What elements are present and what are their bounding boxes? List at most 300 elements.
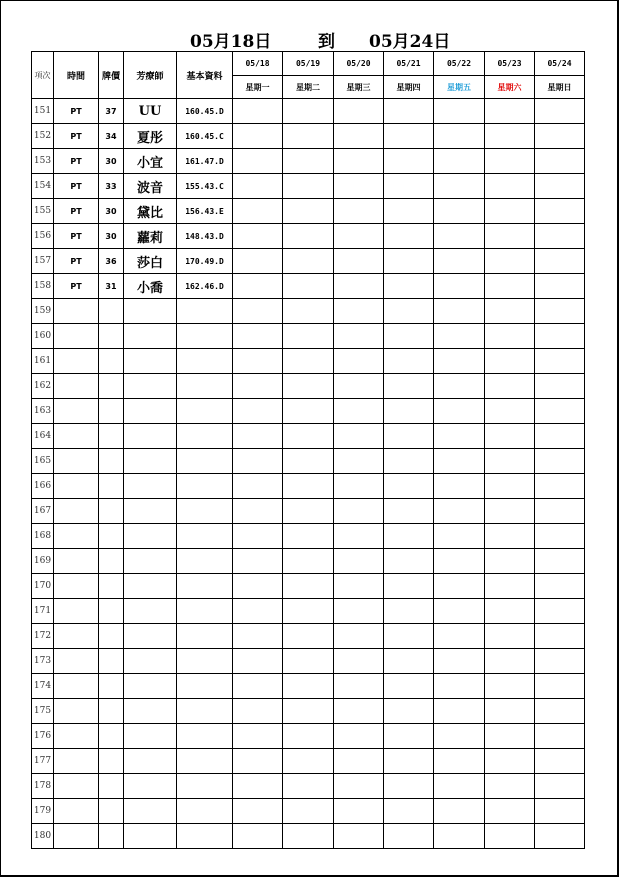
schedule-cell[interactable] [485,499,535,524]
time-cell [54,399,99,424]
seq-cell: 163 [32,399,54,424]
schedule-cell[interactable] [535,224,585,249]
schedule-cell[interactable] [334,599,384,624]
price-cell [99,499,124,524]
schedule-cell[interactable] [334,474,384,499]
seq-cell: 159 [32,299,54,324]
schedule-cell[interactable] [334,149,384,174]
schedule-body [32,99,585,849]
table-row [32,749,585,774]
schedule-cell[interactable] [334,374,384,399]
schedule-cell[interactable] [535,324,585,349]
schedule-cell[interactable] [485,824,535,849]
schedule-cell[interactable] [434,199,485,224]
schedule-cell[interactable] [485,524,535,549]
schedule-cell[interactable] [233,549,283,574]
price-cell: 31 [99,274,124,299]
table-row [32,724,585,749]
schedule-cell[interactable] [384,224,434,249]
schedule-cell[interactable] [384,649,434,674]
schedule-cell[interactable] [434,574,485,599]
schedule-cell[interactable] [233,449,283,474]
schedule-cell[interactable] [535,399,585,424]
schedule-cell[interactable] [283,524,334,549]
schedule-cell[interactable] [233,124,283,149]
schedule-cell[interactable] [283,224,334,249]
schedule-cell[interactable] [334,274,384,299]
schedule-cell[interactable] [535,624,585,649]
schedule-cell[interactable] [384,374,434,399]
header-time: 時間 [54,52,99,99]
time-cell [54,724,99,749]
schedule-cell[interactable] [334,199,384,224]
schedule-cell[interactable] [434,749,485,774]
schedule-cell[interactable] [434,674,485,699]
seq-cell: 151 [32,99,54,124]
schedule-cell[interactable] [384,674,434,699]
header-weekday: 星期四 [384,76,434,99]
schedule-cell[interactable] [485,699,535,724]
price-cell: 34 [99,124,124,149]
schedule-cell[interactable] [334,349,384,374]
schedule-cell[interactable] [384,724,434,749]
schedule-cell[interactable] [384,699,434,724]
time-cell: PT [54,99,99,124]
schedule-cell[interactable] [283,399,334,424]
schedule-cell[interactable] [485,299,535,324]
schedule-cell[interactable] [384,424,434,449]
time-cell [54,824,99,849]
schedule-cell[interactable] [434,174,485,199]
schedule-cell[interactable] [283,799,334,824]
schedule-cell[interactable] [434,624,485,649]
schedule-cell[interactable] [485,374,535,399]
schedule-cell[interactable] [334,674,384,699]
title-start-date: 05月18日 [190,32,272,52]
schedule-cell[interactable] [485,649,535,674]
time-cell [54,699,99,724]
schedule-cell[interactable] [485,274,535,299]
schedule-cell[interactable] [434,224,485,249]
schedule-cell[interactable] [334,424,384,449]
schedule-cell[interactable] [485,474,535,499]
schedule-cell[interactable] [233,749,283,774]
schedule-cell[interactable] [283,349,334,374]
schedule-cell[interactable] [535,299,585,324]
schedule-cell[interactable] [535,824,585,849]
header-date: 05/19 [283,52,334,76]
schedule-cell[interactable] [434,799,485,824]
schedule-cell[interactable] [485,799,535,824]
schedule-cell[interactable] [334,399,384,424]
schedule-cell[interactable] [283,699,334,724]
schedule-cell[interactable] [485,99,535,124]
seq-cell: 154 [32,174,54,199]
info-cell [177,324,233,349]
info-cell [177,649,233,674]
schedule-cell[interactable] [334,699,384,724]
schedule-cell[interactable] [233,99,283,124]
schedule-cell[interactable] [334,299,384,324]
schedule-cell[interactable] [283,749,334,774]
schedule-cell[interactable] [334,524,384,549]
info-cell: 160.45.C [177,124,233,149]
schedule-cell[interactable] [283,674,334,699]
schedule-cell[interactable] [233,424,283,449]
schedule-cell[interactable] [485,749,535,774]
schedule-cell[interactable] [334,499,384,524]
schedule-cell[interactable] [485,674,535,699]
schedule-cell[interactable] [434,349,485,374]
schedule-cell[interactable] [384,824,434,849]
schedule-cell[interactable] [434,399,485,424]
price-cell [99,374,124,399]
schedule-cell[interactable] [334,174,384,199]
schedule-cell[interactable] [535,199,585,224]
therapist-cell [124,799,177,824]
schedule-cell[interactable] [384,149,434,174]
schedule-cell[interactable] [535,249,585,274]
schedule-cell[interactable] [233,699,283,724]
schedule-cell[interactable] [334,99,384,124]
schedule-cell[interactable] [535,699,585,724]
schedule-cell[interactable] [535,549,585,574]
schedule-cell[interactable] [535,474,585,499]
price-cell [99,599,124,624]
time-cell: PT [54,274,99,299]
schedule-cell[interactable] [434,474,485,499]
time-cell [54,774,99,799]
info-cell [177,499,233,524]
therapist-cell: 小宜 [124,149,177,174]
seq-cell: 158 [32,274,54,299]
schedule-cell[interactable] [384,274,434,299]
schedule-cell[interactable] [233,824,283,849]
schedule-cell[interactable] [283,99,334,124]
schedule-cell[interactable] [334,549,384,574]
seq-cell: 179 [32,799,54,824]
schedule-cell[interactable] [535,649,585,674]
schedule-cell[interactable] [384,99,434,124]
schedule-cell[interactable] [334,774,384,799]
schedule-cell[interactable] [384,324,434,349]
schedule-cell[interactable] [384,474,434,499]
table-row [32,224,585,249]
schedule-cell[interactable] [434,149,485,174]
seq-cell: 176 [32,724,54,749]
schedule-cell[interactable] [233,599,283,624]
therapist-cell [124,324,177,349]
seq-cell: 173 [32,649,54,674]
schedule-cell[interactable] [434,549,485,574]
seq-cell: 152 [32,124,54,149]
schedule-cell[interactable] [485,174,535,199]
schedule-cell[interactable] [434,524,485,549]
table-row [32,449,585,474]
schedule-cell[interactable] [384,774,434,799]
schedule-cell[interactable] [233,149,283,174]
schedule-cell[interactable] [283,549,334,574]
schedule-cell[interactable] [434,274,485,299]
schedule-cell[interactable] [535,799,585,824]
schedule-cell[interactable] [384,449,434,474]
schedule-cell[interactable] [485,724,535,749]
schedule-cell[interactable] [535,174,585,199]
schedule-cell[interactable] [283,449,334,474]
header-weekday: 星期一 [233,76,283,99]
table-row [32,249,585,274]
table-row [32,99,585,124]
schedule-cell[interactable] [283,424,334,449]
seq-cell: 153 [32,149,54,174]
schedule-cell[interactable] [384,174,434,199]
schedule-cell[interactable] [535,424,585,449]
price-cell [99,624,124,649]
schedule-cell[interactable] [233,524,283,549]
schedule-cell[interactable] [535,449,585,474]
schedule-cell[interactable] [485,249,535,274]
schedule-cell[interactable] [384,249,434,274]
therapist-cell [124,574,177,599]
table-row [32,149,585,174]
schedule-cell[interactable] [384,574,434,599]
schedule-cell[interactable] [434,699,485,724]
schedule-cell[interactable] [233,674,283,699]
schedule-cell[interactable] [535,674,585,699]
info-cell [177,799,233,824]
schedule-cell[interactable] [384,549,434,574]
info-cell [177,449,233,474]
schedule-cell[interactable] [535,499,585,524]
schedule-cell[interactable] [233,499,283,524]
header-weekday: 星期三 [334,76,384,99]
time-cell: PT [54,149,99,174]
schedule-cell[interactable] [283,499,334,524]
schedule-cell[interactable] [233,174,283,199]
schedule-cell[interactable] [233,474,283,499]
table-row [32,474,585,499]
price-cell [99,699,124,724]
info-cell: 156.43.E [177,199,233,224]
schedule-cell[interactable] [334,574,384,599]
schedule-cell[interactable] [384,524,434,549]
schedule-cell[interactable] [283,174,334,199]
schedule-cell[interactable] [434,99,485,124]
therapist-cell [124,774,177,799]
schedule-cell[interactable] [233,724,283,749]
info-cell [177,349,233,374]
schedule-cell[interactable] [283,599,334,624]
schedule-cell[interactable] [233,299,283,324]
price-cell [99,324,124,349]
table-row [32,399,585,424]
schedule-cell[interactable] [535,374,585,399]
schedule-cell[interactable] [535,749,585,774]
schedule-cell[interactable] [283,124,334,149]
schedule-cell[interactable] [384,349,434,374]
schedule-cell[interactable] [485,549,535,574]
schedule-cell[interactable] [283,824,334,849]
table-row [32,124,585,149]
schedule-cell[interactable] [434,824,485,849]
therapist-cell [124,624,177,649]
schedule-cell[interactable] [233,274,283,299]
header-weekday: 星期日 [535,76,585,99]
info-cell [177,424,233,449]
schedule-cell[interactable] [233,774,283,799]
schedule-cell[interactable] [233,649,283,674]
schedule-cell[interactable] [384,199,434,224]
schedule-cell[interactable] [334,324,384,349]
schedule-cell[interactable] [334,749,384,774]
therapist-cell: UU [124,99,177,124]
time-cell: PT [54,249,99,274]
page-title [0,27,620,51]
table-row [32,499,585,524]
schedule-cell[interactable] [233,399,283,424]
schedule-cell[interactable] [283,649,334,674]
therapist-cell: 蘿莉 [124,224,177,249]
schedule-cell[interactable] [535,149,585,174]
schedule-cell[interactable] [233,324,283,349]
schedule-cell[interactable] [434,449,485,474]
table-row [32,374,585,399]
info-cell [177,699,233,724]
schedule-cell[interactable] [485,599,535,624]
therapist-cell [124,499,177,524]
time-cell [54,349,99,374]
schedule-cell[interactable] [434,299,485,324]
schedule-cell[interactable] [283,324,334,349]
schedule-cell[interactable] [334,649,384,674]
schedule-cell[interactable] [485,199,535,224]
schedule-cell[interactable] [334,624,384,649]
schedule-cell[interactable] [434,249,485,274]
schedule-cell[interactable] [434,649,485,674]
info-cell [177,549,233,574]
schedule-cell[interactable] [485,624,535,649]
schedule-cell[interactable] [384,749,434,774]
schedule-cell[interactable] [535,774,585,799]
schedule-cell[interactable] [283,374,334,399]
schedule-cell[interactable] [334,224,384,249]
schedule-cell[interactable] [283,274,334,299]
schedule-cell[interactable] [384,599,434,624]
info-cell: 155.43.C [177,174,233,199]
schedule-cell[interactable] [334,124,384,149]
schedule-cell[interactable] [434,124,485,149]
schedule-cell[interactable] [233,249,283,274]
schedule-cell[interactable] [535,124,585,149]
header-row-dates [32,52,585,76]
schedule-cell[interactable] [334,824,384,849]
time-cell [54,749,99,774]
schedule-cell[interactable] [283,774,334,799]
schedule-cell[interactable] [233,624,283,649]
schedule-cell[interactable] [384,499,434,524]
price-cell [99,674,124,699]
schedule-cell[interactable] [485,574,535,599]
schedule-cell[interactable] [434,499,485,524]
schedule-cell[interactable] [283,199,334,224]
price-cell [99,299,124,324]
schedule-cell[interactable] [334,449,384,474]
schedule-cell[interactable] [283,724,334,749]
schedule-cell[interactable] [535,724,585,749]
schedule-cell[interactable] [233,799,283,824]
schedule-cell[interactable] [535,99,585,124]
schedule-cell[interactable] [233,199,283,224]
table-row [32,349,585,374]
seq-cell: 172 [32,624,54,649]
schedule-cell[interactable] [434,774,485,799]
schedule-cell[interactable] [233,224,283,249]
schedule-cell[interactable] [233,374,283,399]
schedule-cell[interactable] [384,399,434,424]
table-row [32,799,585,824]
schedule-cell[interactable] [535,599,585,624]
schedule-cell[interactable] [485,399,535,424]
time-cell [54,374,99,399]
header-weekday: 星期六 [485,76,535,99]
schedule-cell[interactable] [485,774,535,799]
schedule-cell[interactable] [485,324,535,349]
schedule-cell[interactable] [485,449,535,474]
schedule-cell[interactable] [434,599,485,624]
therapist-cell [124,649,177,674]
schedule-cell[interactable] [535,349,585,374]
schedule-cell[interactable] [535,574,585,599]
schedule-cell[interactable] [283,574,334,599]
seq-cell: 169 [32,549,54,574]
schedule-cell[interactable] [535,274,585,299]
therapist-cell [124,824,177,849]
schedule-cell[interactable] [334,724,384,749]
schedule-cell[interactable] [334,249,384,274]
price-cell [99,399,124,424]
title-end-date: 05月24日 [369,32,451,52]
schedule-cell[interactable] [434,724,485,749]
schedule-cell[interactable] [485,349,535,374]
schedule-cell[interactable] [485,124,535,149]
schedule-cell[interactable] [384,624,434,649]
time-cell: PT [54,199,99,224]
schedule-cell[interactable] [283,299,334,324]
schedule-cell[interactable] [485,149,535,174]
schedule-cell[interactable] [283,149,334,174]
schedule-cell[interactable] [283,474,334,499]
schedule-cell[interactable] [434,374,485,399]
schedule-cell[interactable] [283,624,334,649]
schedule-cell[interactable] [283,249,334,274]
schedule-cell[interactable] [384,799,434,824]
schedule-cell[interactable] [535,524,585,549]
schedule-cell[interactable] [485,224,535,249]
schedule-cell[interactable] [434,324,485,349]
info-cell [177,674,233,699]
seq-cell: 166 [32,474,54,499]
schedule-cell[interactable] [384,299,434,324]
schedule-cell[interactable] [334,799,384,824]
price-cell: 30 [99,199,124,224]
schedule-cell[interactable] [233,574,283,599]
schedule-cell[interactable] [485,424,535,449]
schedule-cell[interactable] [434,424,485,449]
header-weekday: 星期五 [434,76,485,99]
schedule-cell[interactable] [233,349,283,374]
info-cell [177,599,233,624]
schedule-cell[interactable] [384,124,434,149]
